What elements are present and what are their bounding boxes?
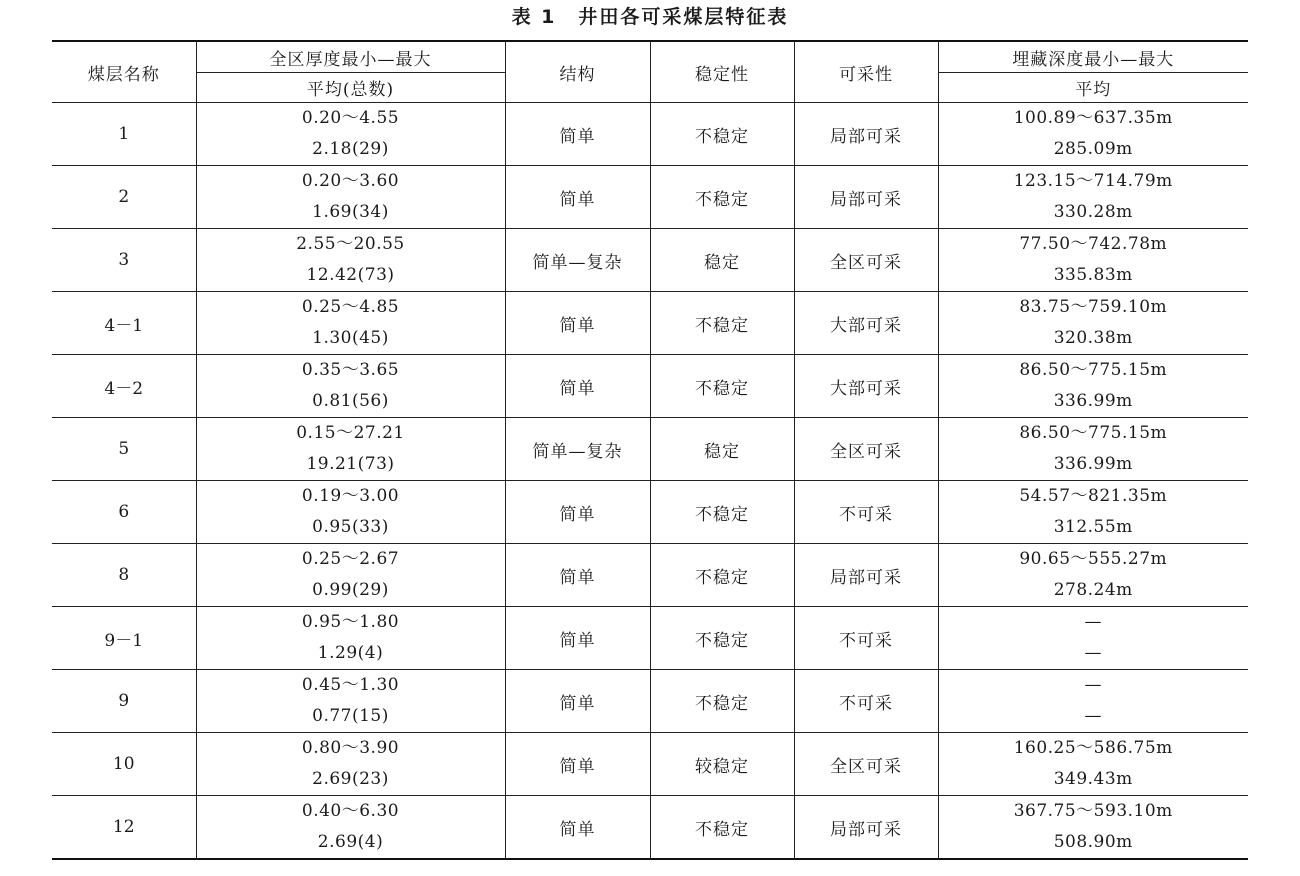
table-caption [0, 4, 1300, 30]
cell-stability: 不稳定 [650, 544, 794, 607]
thickness-average: 1.30(45) [312, 328, 389, 348]
depth-average: 312.55m [1053, 517, 1133, 537]
depth-average: 335.83m [1053, 265, 1133, 285]
thickness-average: 12.42(73) [306, 265, 395, 285]
depth-average: — [1084, 706, 1102, 726]
depth-range: 77.50～742.78m [1019, 234, 1168, 254]
cell-seam-name: 5 [52, 418, 196, 481]
cell-minability: 全区可采 [794, 418, 938, 481]
cell-structure: 简单 [505, 733, 650, 796]
header-thickness-range: 全区厚度最小—最大 [196, 41, 505, 73]
cell-structure: 简单 [505, 796, 650, 860]
cell-depth [938, 607, 1248, 670]
cell-depth [938, 481, 1248, 544]
header-stability: 稳定性 [650, 41, 794, 103]
depth-range: 160.25～586.75m [1013, 738, 1173, 758]
cell-structure: 简单 [505, 355, 650, 418]
cell-minability: 局部可采 [794, 544, 938, 607]
cell-depth [938, 670, 1248, 733]
cell-stability: 不稳定 [650, 796, 794, 860]
cell-thickness [196, 607, 505, 670]
cell-structure: 简单 [505, 292, 650, 355]
header-depth-average: 平均 [938, 73, 1248, 103]
cell-thickness [196, 796, 505, 860]
thickness-range: 0.35～3.65 [301, 360, 400, 380]
cell-depth [938, 355, 1248, 418]
cell-stability: 不稳定 [650, 292, 794, 355]
cell-stability: 稳定 [650, 418, 794, 481]
cell-thickness [196, 544, 505, 607]
table-row [52, 796, 1248, 860]
thickness-range: 0.15～27.21 [296, 423, 405, 443]
thickness-average: 2.69(23) [312, 769, 389, 789]
depth-range: 367.75～593.10m [1013, 801, 1173, 821]
cell-thickness [196, 355, 505, 418]
depth-range: 83.75～759.10m [1019, 297, 1168, 317]
depth-average: 336.99m [1053, 454, 1133, 474]
thickness-average: 0.95(33) [312, 517, 389, 537]
table-row [52, 607, 1248, 670]
cell-minability: 大部可采 [794, 355, 938, 418]
depth-range: 54.57～821.35m [1019, 486, 1168, 506]
cell-thickness [196, 418, 505, 481]
cell-seam-name: 9－1 [52, 607, 196, 670]
depth-average: 320.38m [1053, 328, 1133, 348]
table-row [52, 292, 1248, 355]
depth-average: — [1084, 643, 1102, 663]
cell-seam-name: 10 [52, 733, 196, 796]
thickness-average: 0.99(29) [312, 580, 389, 600]
table-row [52, 733, 1248, 796]
cell-depth [938, 292, 1248, 355]
thickness-average: 1.69(34) [312, 202, 389, 222]
thickness-range: 0.25～2.67 [301, 549, 400, 569]
depth-average: 349.43m [1053, 769, 1133, 789]
thickness-range: 0.45～1.30 [301, 675, 400, 695]
thickness-range: 0.40～6.30 [301, 801, 400, 821]
cell-seam-name: 6 [52, 481, 196, 544]
thickness-range: 0.20～4.55 [301, 108, 400, 128]
cell-structure: 简单 [505, 103, 650, 166]
table-header [52, 41, 1248, 103]
cell-stability: 较稳定 [650, 733, 794, 796]
thickness-average: 19.21(73) [306, 454, 395, 474]
cell-minability: 不可采 [794, 670, 938, 733]
cell-seam-name: 9 [52, 670, 196, 733]
cell-stability: 不稳定 [650, 481, 794, 544]
thickness-average: 2.69(4) [317, 832, 384, 852]
cell-minability: 大部可采 [794, 292, 938, 355]
cell-thickness [196, 166, 505, 229]
table-row [52, 418, 1248, 481]
cell-seam-name: 4－2 [52, 355, 196, 418]
cell-structure: 简单 [505, 670, 650, 733]
cell-thickness [196, 292, 505, 355]
cell-structure: 简单 [505, 607, 650, 670]
thickness-average: 0.77(15) [312, 706, 389, 726]
depth-range: 90.65～555.27m [1019, 549, 1168, 569]
cell-depth [938, 166, 1248, 229]
cell-depth [938, 544, 1248, 607]
thickness-range: 0.19～3.00 [301, 486, 400, 506]
cell-structure: 简单 [505, 481, 650, 544]
thickness-range: 2.55～20.55 [296, 234, 405, 254]
depth-range: — [1084, 675, 1102, 695]
cell-structure: 简单 [505, 544, 650, 607]
depth-average: 278.24m [1053, 580, 1133, 600]
table-row [52, 103, 1248, 166]
cell-seam-name: 8 [52, 544, 196, 607]
depth-average: 285.09m [1053, 139, 1133, 159]
cell-seam-name: 3 [52, 229, 196, 292]
cell-depth [938, 229, 1248, 292]
depth-average: 330.28m [1053, 202, 1133, 222]
table-row [52, 481, 1248, 544]
depth-range: 100.89～637.35m [1013, 108, 1173, 128]
cell-stability: 不稳定 [650, 166, 794, 229]
thickness-range: 0.80～3.90 [301, 738, 400, 758]
cell-minability: 全区可采 [794, 733, 938, 796]
thickness-range: 0.20～3.60 [301, 171, 400, 191]
cell-minability: 局部可采 [794, 796, 938, 860]
table-row [52, 544, 1248, 607]
cell-depth [938, 103, 1248, 166]
cell-structure: 简单 [505, 166, 650, 229]
cell-seam-name: 2 [52, 166, 196, 229]
cell-stability: 不稳定 [650, 607, 794, 670]
thickness-range: 0.25～4.85 [301, 297, 400, 317]
table-title: 井田各可采煤层特征表 [578, 6, 789, 28]
cell-seam-name: 12 [52, 796, 196, 860]
coal-seam-table [52, 40, 1248, 860]
header-minability: 可采性 [794, 41, 938, 103]
table-body [52, 103, 1248, 860]
cell-structure: 简单—复杂 [505, 229, 650, 292]
table-number: 表 1 [511, 6, 557, 28]
cell-stability: 稳定 [650, 229, 794, 292]
cell-stability: 不稳定 [650, 670, 794, 733]
depth-average: 508.90m [1053, 832, 1133, 852]
cell-minability: 局部可采 [794, 166, 938, 229]
table-row [52, 229, 1248, 292]
cell-seam-name: 4－1 [52, 292, 196, 355]
depth-range: — [1084, 612, 1102, 632]
cell-depth [938, 733, 1248, 796]
header-structure: 结构 [505, 41, 650, 103]
depth-range: 86.50～775.15m [1019, 423, 1168, 443]
table-row [52, 670, 1248, 733]
thickness-range: 0.95～1.80 [301, 612, 400, 632]
cell-thickness [196, 670, 505, 733]
header-thickness-average: 平均(总数) [196, 73, 505, 103]
cell-minability: 全区可采 [794, 229, 938, 292]
table-row [52, 166, 1248, 229]
cell-minability: 局部可采 [794, 103, 938, 166]
cell-depth [938, 418, 1248, 481]
thickness-average: 0.81(56) [312, 391, 389, 411]
cell-thickness [196, 733, 505, 796]
header-seam-name: 煤层名称 [52, 41, 196, 103]
cell-stability: 不稳定 [650, 103, 794, 166]
table-row [52, 355, 1248, 418]
thickness-average: 1.29(4) [317, 643, 384, 663]
cell-thickness [196, 103, 505, 166]
cell-minability: 不可采 [794, 607, 938, 670]
cell-seam-name: 1 [52, 103, 196, 166]
depth-range: 86.50～775.15m [1019, 360, 1168, 380]
cell-depth [938, 796, 1248, 860]
cell-thickness [196, 481, 505, 544]
cell-minability: 不可采 [794, 481, 938, 544]
cell-stability: 不稳定 [650, 355, 794, 418]
cell-structure: 简单—复杂 [505, 418, 650, 481]
cell-thickness [196, 229, 505, 292]
header-depth-range: 埋藏深度最小—最大 [938, 41, 1248, 73]
depth-average: 336.99m [1053, 391, 1133, 411]
depth-range: 123.15～714.79m [1013, 171, 1173, 191]
thickness-average: 2.18(29) [312, 139, 389, 159]
